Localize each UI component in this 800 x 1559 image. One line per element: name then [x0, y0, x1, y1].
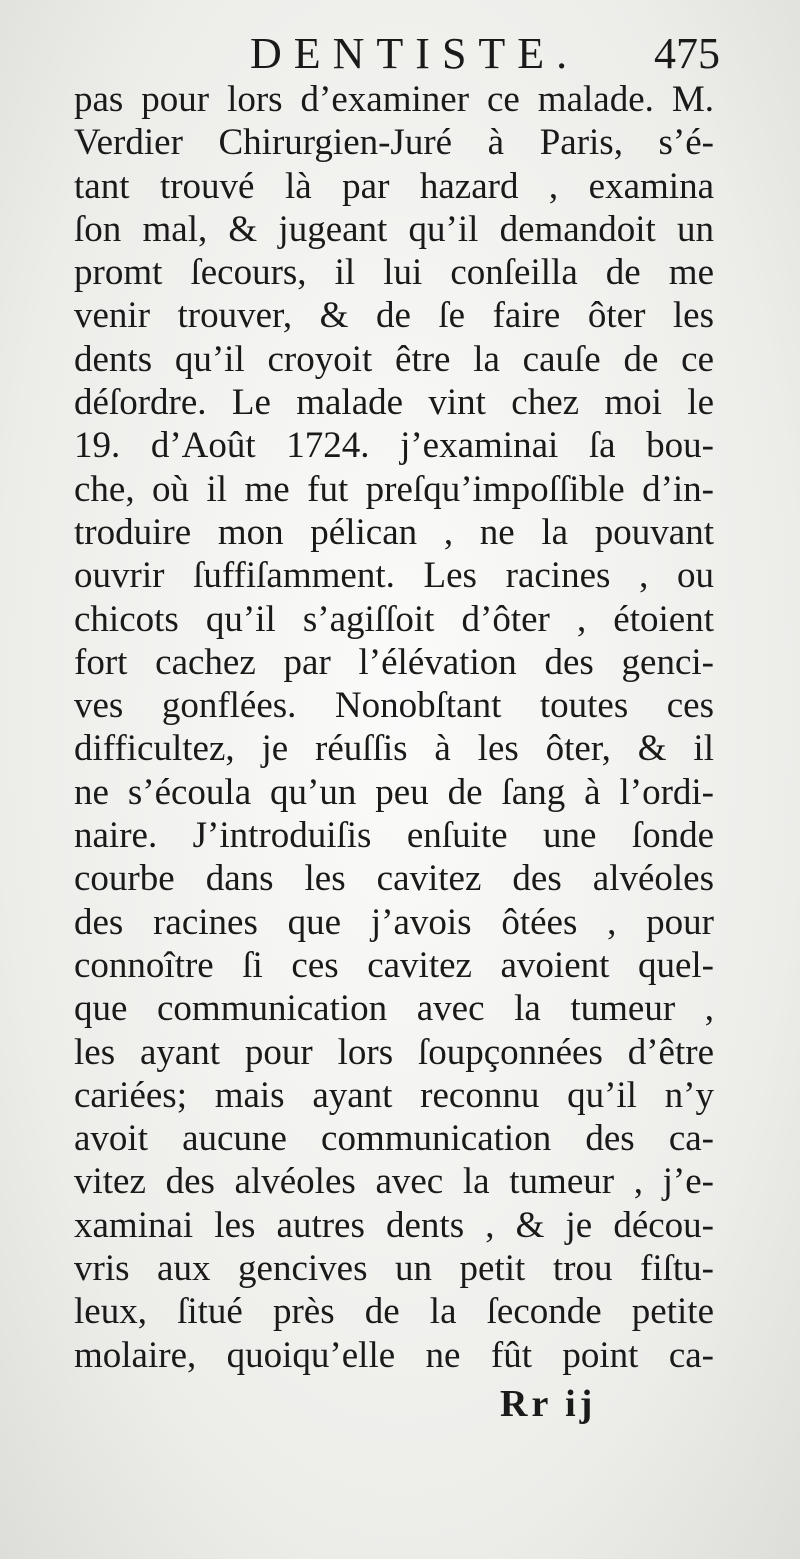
text-line: xaminai les autres dents , & je décou-	[74, 1204, 714, 1246]
text-line: leux, ſitué près de la ſeconde petite	[74, 1291, 714, 1333]
text-line: che, où il me fut preſqu’impoſſible d’in-	[74, 468, 714, 510]
text-line: pas pour lors d’examiner ce malade. M.	[74, 79, 714, 120]
body-text	[74, 78, 714, 1377]
page-header	[240, 28, 720, 80]
text-line: les ayant pour lors ſoupçonnées d’être	[74, 1031, 714, 1073]
text-line: ne s’écoula qu’un peu de ſang à l’ordi-	[74, 771, 714, 813]
text-line: ſon mal, & jugeant qu’il demandoit un	[74, 208, 714, 250]
text-line: connoître ſi ces cavitez avoient quel-	[74, 944, 714, 986]
text-line: vitez des alvéoles avec la tumeur , j’e-	[74, 1161, 714, 1203]
text-line: promt ſecours, il lui conſeilla de me	[74, 252, 714, 294]
text-line: courbe dans les cavitez des alvéoles	[74, 858, 714, 900]
text-line: naire. J’introduiſis enſuite une ſonde	[74, 815, 714, 857]
text-line: cariées; mais ayant reconnu qu’il n’y	[74, 1074, 714, 1116]
text-line: ouvrir ſuffiſamment. Les racines , ou	[74, 555, 714, 597]
text-line: troduire mon pélican , ne la pouvant	[74, 511, 714, 553]
text-line: venir trouver, & de ſe faire ôter les	[74, 295, 714, 337]
signature-mark: Rr ij	[500, 1383, 597, 1425]
running-title: DENTISTE.	[250, 29, 580, 78]
text-line: 19. d’Août 1724. j’examinai ſa bou-	[74, 425, 714, 467]
text-line: molaire, quoiqu’elle ne fût point ca-	[74, 1334, 714, 1376]
page-number: 475	[654, 29, 720, 78]
text-line: que communication avec la tumeur ,	[74, 988, 714, 1030]
text-line: difficultez, je réuſſis à les ôter, & il	[74, 728, 714, 770]
text-line: tant trouvé là par hazard , examina	[74, 165, 714, 207]
text-line: avoit aucune communication des ca-	[74, 1118, 714, 1160]
text-line: Verdier Chirurgien-Juré à Paris, s’é-	[74, 122, 714, 164]
text-line: chicots qu’il s’agiſſoit d’ôter , étoient	[74, 598, 714, 640]
text-line: dents qu’il croyoit être la cauſe de ce	[74, 338, 714, 380]
text-line: ves gonflées. Nonobſtant toutes ces	[74, 685, 714, 727]
text-line: fort cachez par l’élévation des genci-	[74, 641, 714, 683]
text-line: déſordre. Le malade vint chez moi le	[74, 382, 714, 424]
text-line: vris aux gencives un petit trou fiſtu-	[74, 1248, 714, 1290]
text-line: des racines que j’avois ôtées , pour	[74, 901, 714, 943]
